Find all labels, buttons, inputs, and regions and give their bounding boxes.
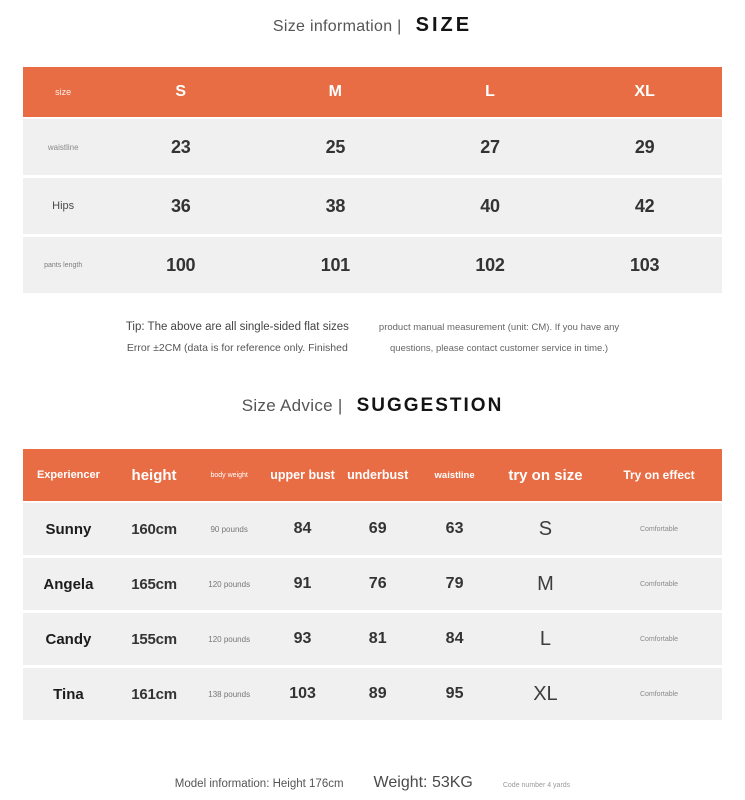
experiencer-weight: 120 pounds bbox=[208, 634, 251, 644]
title-regular-text: Size information | bbox=[272, 18, 402, 35]
try-on-effect-value: Comfortable bbox=[639, 635, 679, 643]
experiencer-height: 161cm bbox=[131, 685, 177, 703]
model-information bbox=[0, 774, 745, 792]
size-column-s: S bbox=[175, 83, 187, 100]
pants-length-value-l: 102 bbox=[475, 254, 505, 275]
experiencer-height: 165cm bbox=[131, 575, 177, 593]
suggestion-row-angela bbox=[23, 558, 722, 610]
hips-value-s: 36 bbox=[170, 195, 191, 216]
experiencer-name: Tina bbox=[53, 685, 84, 703]
row-label-waistline: waistline bbox=[47, 142, 79, 152]
try-on-size-value: M bbox=[537, 572, 554, 595]
waistline-value: 95 bbox=[445, 685, 464, 702]
try-on-effect-value: Comfortable bbox=[639, 580, 679, 588]
suggestion-row-sunny bbox=[23, 503, 722, 555]
waistline-value: 84 bbox=[445, 630, 464, 647]
experiencer-name: Sunny bbox=[45, 520, 92, 538]
experiencer-height: 160cm bbox=[131, 520, 177, 538]
header-try-on-effect: Try on effect bbox=[623, 468, 695, 482]
size-column-xl: XL bbox=[634, 83, 655, 100]
try-on-size-value: S bbox=[538, 517, 553, 540]
experiencer-weight: 138 pounds bbox=[208, 689, 251, 699]
tip-right-line-1: product manual measurement (unit: CM). If you have any bbox=[378, 322, 620, 333]
tip-right-line-2: questions, please contact customer service in time.) bbox=[390, 343, 609, 354]
experiencer-weight: 90 pounds bbox=[210, 524, 248, 534]
suggestion-row-candy bbox=[23, 613, 722, 665]
title-bold-text: SUGGESTION bbox=[356, 395, 504, 416]
model-weight-text: Weight: 53KG bbox=[373, 774, 473, 791]
experiencer-weight: 120 pounds bbox=[208, 579, 251, 589]
upper-bust-value: 84 bbox=[293, 520, 312, 537]
header-try-on-size: try on size bbox=[508, 466, 583, 484]
header-waistline: waistline bbox=[434, 469, 475, 481]
size-advice-title bbox=[0, 395, 745, 417]
size-table-row-waistline bbox=[23, 119, 722, 175]
model-info-text: Model information: Height 176cm bbox=[174, 778, 344, 790]
underbust-value: 69 bbox=[368, 520, 387, 537]
upper-bust-value: 103 bbox=[289, 685, 316, 702]
title-regular-text: Size Advice | bbox=[241, 396, 343, 415]
title-bold-text: SIZE bbox=[415, 14, 473, 36]
hips-value-m: 38 bbox=[325, 195, 346, 216]
suggestion-table-header-row bbox=[23, 449, 722, 501]
waistline-value-m: 25 bbox=[325, 136, 346, 157]
try-on-effect-value: Comfortable bbox=[639, 690, 679, 698]
waistline-value-xl: 29 bbox=[634, 136, 655, 157]
header-experiencer: Experiencer bbox=[36, 469, 100, 481]
hips-value-l: 40 bbox=[480, 195, 500, 216]
try-on-effect-value: Comfortable bbox=[639, 525, 679, 533]
measurement-tip-note bbox=[0, 317, 745, 359]
header-underbust: underbust bbox=[347, 468, 409, 482]
tip-right-column bbox=[379, 317, 619, 359]
size-table-corner-label: size bbox=[55, 87, 72, 97]
underbust-value: 76 bbox=[368, 575, 387, 592]
pants-length-value-s: 100 bbox=[166, 254, 196, 275]
experiencer-name: Candy bbox=[45, 630, 92, 648]
underbust-value: 81 bbox=[368, 630, 387, 647]
suggestion-table bbox=[23, 449, 722, 720]
suggestion-row-tina bbox=[23, 668, 722, 720]
try-on-size-value: XL bbox=[533, 682, 558, 705]
header-body-weight: body weight bbox=[210, 471, 248, 479]
tip-left-line-2: Error ±2CM (data is for reference only. Finished bbox=[126, 342, 348, 354]
size-table-header-row bbox=[23, 67, 722, 117]
header-height: height bbox=[131, 466, 177, 484]
size-information-title bbox=[0, 0, 745, 37]
waistline-value-s: 23 bbox=[170, 136, 191, 157]
size-table bbox=[23, 67, 722, 293]
waistline-value: 79 bbox=[445, 575, 464, 592]
pants-length-value-xl: 103 bbox=[630, 254, 660, 275]
upper-bust-value: 93 bbox=[293, 630, 312, 647]
upper-bust-value: 91 bbox=[293, 575, 312, 592]
row-label-hips: Hips bbox=[52, 200, 75, 212]
code-number-text: Code number 4 yards bbox=[502, 782, 571, 789]
waistline-value: 63 bbox=[445, 520, 464, 537]
experiencer-name: Angela bbox=[43, 575, 94, 593]
try-on-size-value: L bbox=[539, 627, 551, 650]
underbust-value: 89 bbox=[368, 685, 387, 702]
header-upper-bust: upper bust bbox=[270, 468, 335, 482]
tip-left-column bbox=[126, 317, 349, 359]
experiencer-height: 155cm bbox=[131, 630, 177, 648]
size-table-row-hips bbox=[23, 178, 722, 234]
size-column-l: L bbox=[485, 83, 495, 100]
row-label-pants-length: pants length bbox=[44, 261, 83, 269]
pants-length-value-m: 101 bbox=[320, 254, 350, 275]
waistline-value-l: 27 bbox=[480, 136, 500, 157]
size-column-m: M bbox=[328, 83, 342, 100]
tip-left-line-1: Tip: The above are all single-sided flat sizes bbox=[125, 321, 349, 333]
hips-value-xl: 42 bbox=[634, 195, 655, 216]
size-table-row-pants-length bbox=[23, 237, 722, 293]
